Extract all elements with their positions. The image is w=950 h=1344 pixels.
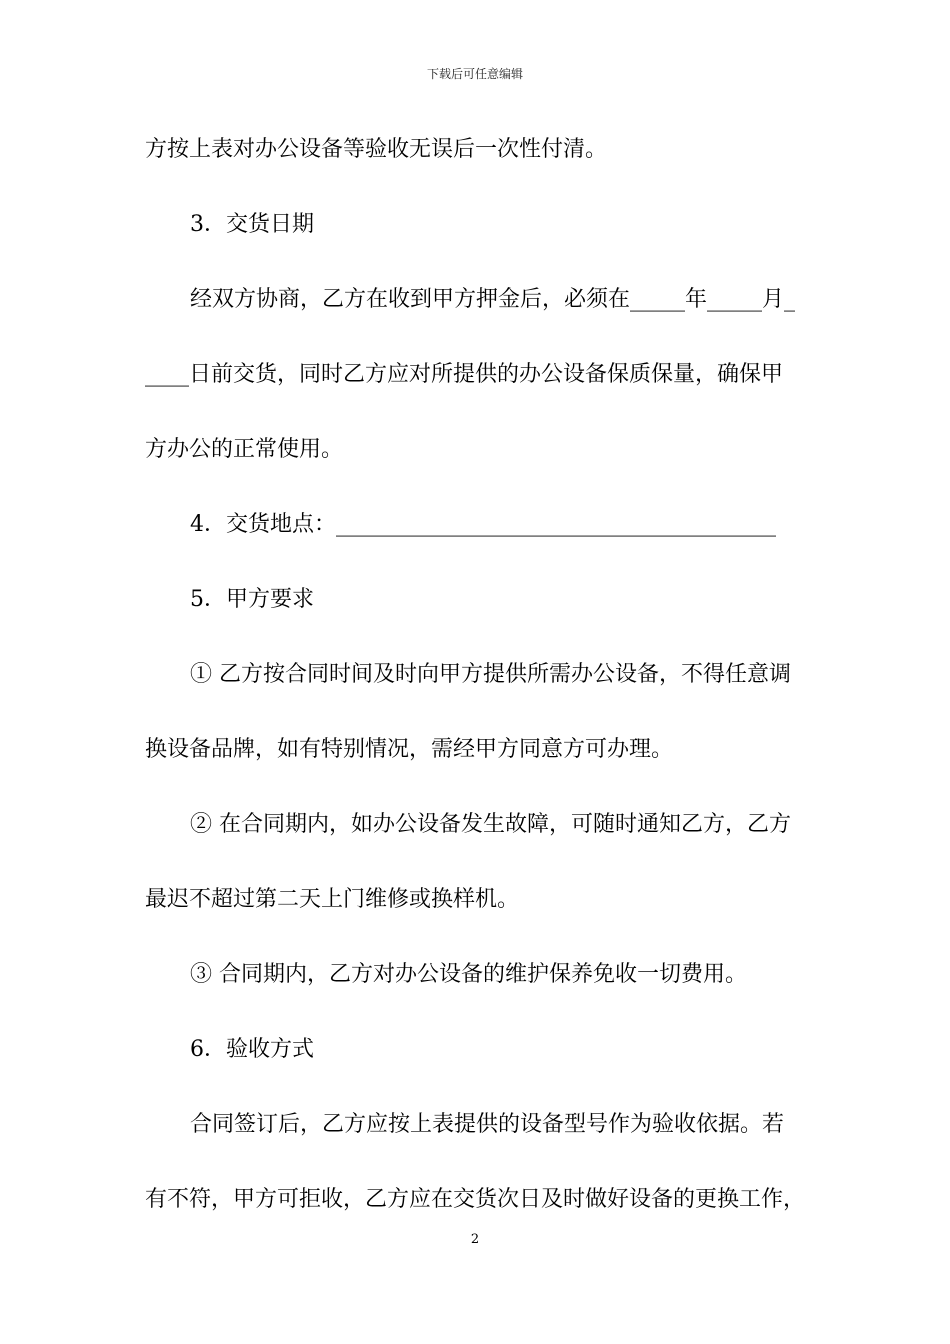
text-line: 合同签订后，乙方应按上表提供的设备型号作为验收依据。若	[190, 1112, 785, 1137]
text-line: 经双方协商，乙方在收到甲方押金后，必须在_____年_____月_	[190, 287, 796, 312]
page-number: 2	[470, 1232, 480, 1247]
header-editable-note: 下载后可任意编辑	[426, 67, 523, 81]
section-heading-party-a-requirements: 5．甲方要求	[190, 587, 314, 612]
text-line: ____日前交货，同时乙方应对所提供的办公设备保质保量，确保甲	[145, 362, 784, 387]
text-line: 换设备品牌，如有特别情况，需经甲方同意方可办理。	[145, 737, 674, 762]
text-line: 最迟不超过第二天上门维修或换样机。	[145, 887, 520, 912]
text-line: ① 乙方按合同时间及时向甲方提供所需办公设备，不得任意调	[190, 662, 791, 687]
text-line: 方按上表对办公设备等验收无误后一次性付清。	[145, 137, 608, 162]
text-line: ② 在合同期内，如办公设备发生故障，可随时通知乙方，乙方	[190, 812, 791, 837]
text-line: 有不符，甲方可拒收，乙方应在交货次日及时做好设备的更换工作，	[145, 1187, 806, 1212]
section-heading-delivery-location: 4．交货地点：________________________________________	[190, 512, 776, 537]
text-line: ③ 合同期内，乙方对办公设备的维护保养免收一切费用。	[190, 962, 747, 987]
section-heading-delivery-date: 3．交货日期	[190, 212, 314, 237]
section-heading-acceptance-method: 6．验收方式	[190, 1037, 314, 1062]
text-line: 方办公的正常使用。	[145, 437, 344, 462]
